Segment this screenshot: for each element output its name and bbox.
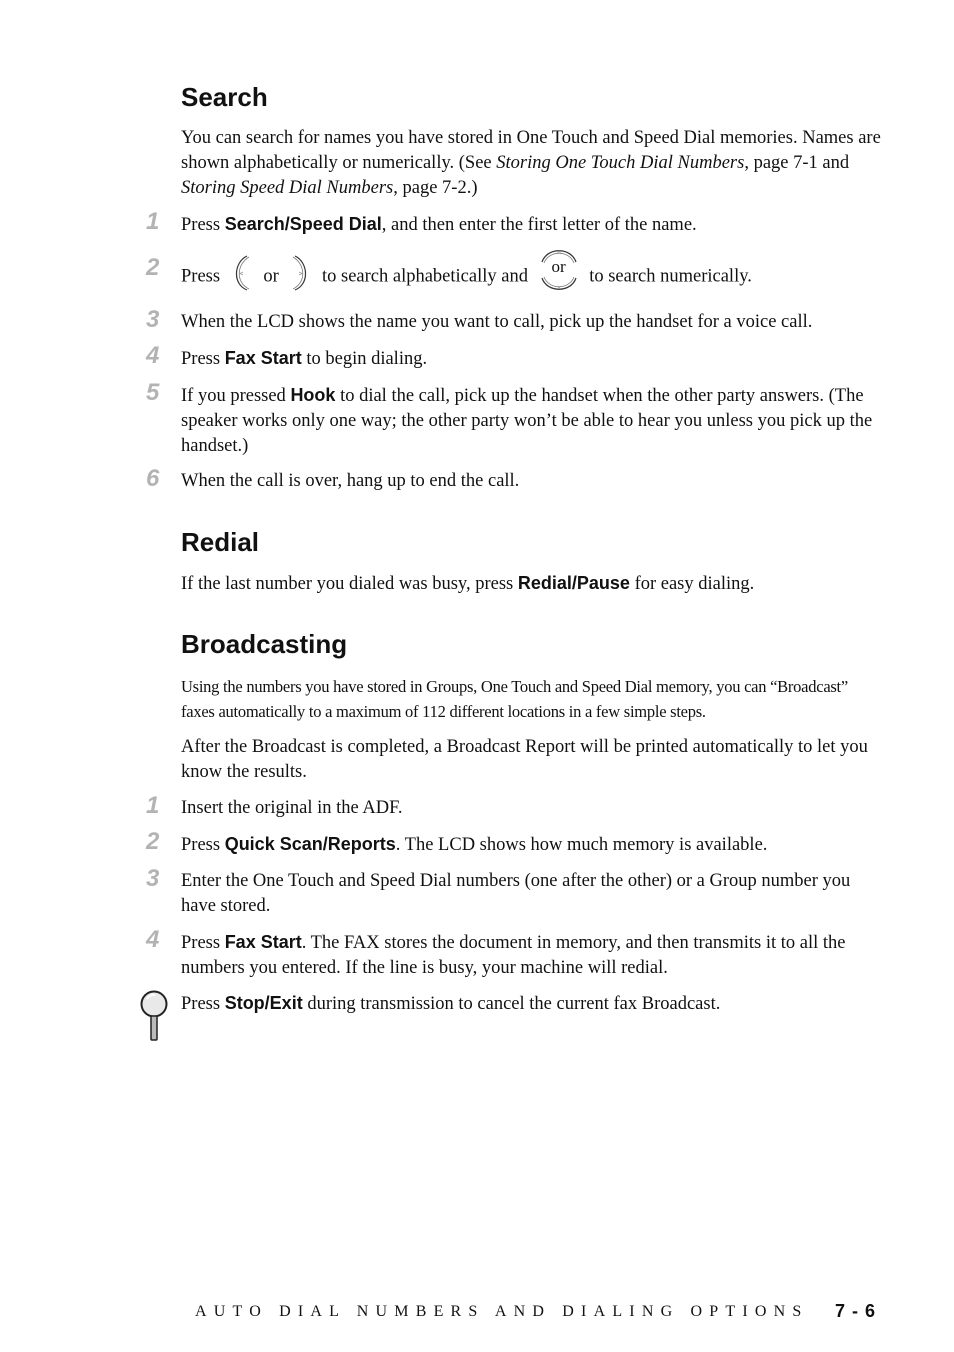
left-arrow-key-icon [229, 254, 255, 292]
step-number: 3 [146, 306, 160, 333]
redial-text: If the last number you dialed was busy, press Redial/Pause for easy dialing. [181, 573, 755, 594]
broadcast-step-1: Insert the original in the ADF. [181, 798, 403, 818]
search-step-1: Press Search/Speed Dial, and then enter the first letter of the name. [181, 214, 697, 235]
search-heading: Search [181, 82, 268, 112]
broadcast-step-3: Enter the One Touch and Speed Dial numbers (one after the other) or a Group number you have stored. [181, 871, 851, 916]
broadcast-note: Press Stop/Exit during transmission to cancel the current fax Broadcast. [181, 993, 721, 1014]
search-step-4: Press Fax Start to begin dialing. [181, 348, 428, 369]
search-step-2: Press or to search alphabetically and or to search numerically. [181, 258, 881, 296]
step-number: 1 [146, 208, 160, 235]
key-name: Stop/Exit [224, 993, 303, 1013]
key-name: Hook [290, 385, 336, 405]
broadcasting-para: After the Broadcast is completed, a Broadcast Report will be printed automatically to let you know the results. [181, 737, 868, 782]
search-step-3: When the LCD shows the name you want to call, pick up the handset for a voice call. [181, 312, 813, 332]
right-arrow-key-icon [287, 254, 313, 292]
step-number: 5 [146, 379, 160, 406]
redial-heading: Redial [181, 527, 260, 557]
search-step-6: When the call is over, hang up to end the call. [181, 471, 520, 491]
step-number: 3 [146, 865, 160, 892]
broadcasting-intro: Using the numbers you have stored in Groups, One Touch and Speed Dial memory, you can “Broadcast” faxes automatically to a maximum of 112 different locations in a few simple steps. [181, 677, 848, 721]
key-name: Redial/Pause [517, 573, 630, 593]
or-label: or [551, 257, 566, 276]
up-down-key-icon [539, 244, 579, 296]
step-number: 4 [146, 926, 160, 953]
step-number: 2 [146, 828, 160, 855]
step-number: 2 [146, 254, 160, 281]
page-footer [195, 1301, 876, 1322]
step-number: 1 [146, 792, 160, 819]
broadcast-step-4: Press Fax Start. The FAX stores the document in memory, and then transmits it to all the numbers you entered. If the line is busy, your machine will redial. [181, 932, 846, 978]
page-number: 7 - 6 [834, 1301, 876, 1321]
key-name: Fax Start [224, 348, 302, 368]
search-intro: You can search for names you have stored in One Touch and Speed Dial memories. Names are shown alphabetically or numerically. (See Storing One Touch Dial Numbers, page 7-1 and Storing Speed Dial Numbers, page 7-2.) [181, 128, 881, 198]
broadcast-step-2: Press Quick Scan/Reports. The LCD shows how much memory is available. [181, 834, 768, 855]
key-name: Fax Start [224, 932, 302, 952]
step-number: 4 [146, 342, 160, 369]
key-name: Search/Speed Dial [224, 214, 382, 234]
step-number: 6 [146, 465, 160, 492]
key-name: Quick Scan/Reports [224, 834, 396, 854]
broadcasting-heading: Broadcasting [181, 629, 348, 659]
footer-title: AUTO DIAL NUMBERS AND DIALING OPTIONS [195, 1302, 809, 1320]
search-step-5: If you pressed Hook to dial the call, pick up the handset when the other party answers. (The speaker works only one way; the other party won’t be able to hear you unless you pick up the handset.) [181, 385, 873, 456]
pin-icon [139, 990, 169, 1042]
